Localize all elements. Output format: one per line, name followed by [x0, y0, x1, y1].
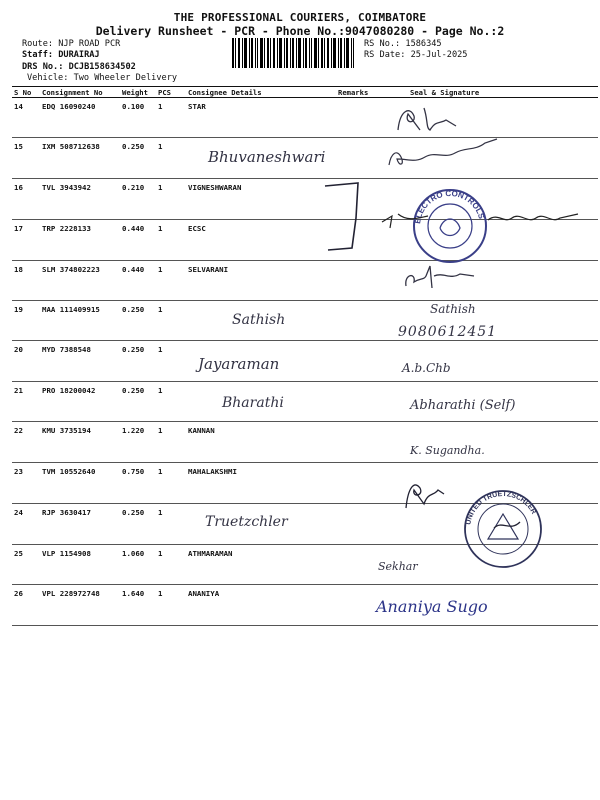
remarks-cell — [336, 301, 380, 341]
company-stamp-row-24 — [458, 484, 548, 574]
signature-row-23 — [400, 474, 450, 514]
route-field: Route: NJP ROAD PCR — [22, 39, 121, 49]
col-seal-signature: Seal & Signature — [380, 87, 598, 98]
table-row — [12, 341, 598, 382]
consignee-cell: KANNAN — [186, 422, 336, 463]
weight-cell: 1.640 — [120, 585, 156, 626]
weight-cell: 0.210 — [120, 179, 156, 220]
signature-row-18 — [400, 262, 480, 292]
table-row — [12, 422, 598, 463]
signature-row-26: Ananiya Sugo — [376, 597, 488, 616]
table-row — [12, 98, 598, 138]
runsheet-subtitle: Delivery Runsheet - PCR - Phone No.:9047080280 - Page No.:2 — [95, 24, 505, 38]
remarks-cell — [336, 463, 380, 504]
consignee-cell: VIGNESHWARAN — [186, 179, 336, 220]
pcs-cell: 1 — [156, 138, 186, 179]
sno-cell: 16 — [12, 179, 40, 220]
weight-cell: 0.440 — [120, 220, 156, 261]
col-weight: Weight — [120, 87, 156, 98]
remarks-cell — [336, 382, 380, 422]
pcs-cell: 1 — [156, 98, 186, 138]
sno-cell: 26 — [12, 585, 40, 626]
weight-cell: 0.250 — [120, 341, 156, 382]
pcs-cell: 1 — [156, 382, 186, 422]
consignment-no-cell: IXM 508712638 — [40, 138, 120, 179]
consignment-no-cell: PRO 18200042 — [40, 382, 120, 422]
table-header-row — [12, 87, 598, 98]
consignment-no-cell: MAA 111409915 — [40, 301, 120, 341]
handwritten-consignee-19: Sathish — [232, 312, 286, 328]
company-title: THE PROFESSIONAL COURIERS, COIMBATORE — [173, 11, 427, 24]
bracket-mark — [320, 178, 365, 258]
weight-cell: 0.750 — [120, 463, 156, 504]
pcs-cell: 1 — [156, 585, 186, 626]
weight-cell: 1.060 — [120, 545, 156, 585]
consignment-no-cell: RJP 3630417 — [40, 504, 120, 545]
consignee-cell: ANANIYA — [186, 585, 336, 626]
signature-row-21: Abharathi (Self) — [410, 398, 516, 413]
signature-row-19-phone: 9080612451 — [398, 324, 498, 340]
weight-cell: 1.220 — [120, 422, 156, 463]
col-consignment-no: Consignment No — [40, 87, 120, 98]
pcs-cell: 1 — [156, 545, 186, 585]
consignee-cell: ATHMARAMAN — [186, 545, 336, 585]
weight-cell: 0.250 — [120, 138, 156, 179]
drs-number: DRS No.: DCJB158634502 — [22, 62, 136, 72]
sno-cell: 20 — [12, 341, 40, 382]
barcode — [232, 38, 354, 68]
sno-cell: 25 — [12, 545, 40, 585]
remarks-cell — [336, 261, 380, 301]
remarks-cell — [336, 341, 380, 382]
signature-row-19-name: Sathish — [430, 302, 476, 316]
sno-cell: 24 — [12, 504, 40, 545]
handwritten-consignee-24: Truetzchler — [205, 514, 288, 530]
table-row — [12, 301, 598, 341]
signature-row-16-17 — [378, 206, 593, 236]
signature-row-20: A.b.Chb — [402, 361, 451, 375]
consignment-no-cell: TVM 10552640 — [40, 463, 120, 504]
stamp-text-17: ELECTRO CONTROLS — [413, 188, 487, 225]
sno-cell: 15 — [12, 138, 40, 179]
pcs-cell: 1 — [156, 463, 186, 504]
rs-date: RS Date: 25-Jul-2025 — [364, 50, 468, 60]
consignment-no-cell: EDQ 16090240 — [40, 98, 120, 138]
pcs-cell: 1 — [156, 341, 186, 382]
sno-cell: 17 — [12, 220, 40, 261]
sno-cell: 23 — [12, 463, 40, 504]
stamp-text-24: UNITED TRUETZSCHLER — [465, 490, 538, 526]
signature-row-22: K. Sugandha. — [410, 444, 485, 457]
consignee-cell: ECSC — [186, 220, 336, 261]
consignment-no-cell: TRP 2228133 — [40, 220, 120, 261]
remarks-cell — [336, 98, 380, 138]
remarks-cell — [336, 504, 380, 545]
col-pcs: PCS — [156, 87, 186, 98]
handwritten-consignee-20: Jayaraman — [198, 355, 280, 373]
sno-cell: 18 — [12, 261, 40, 301]
consignee-cell: STAR — [186, 98, 336, 138]
rs-number: RS No.: 1586345 — [364, 39, 442, 49]
table-row — [12, 261, 598, 301]
consignment-no-cell: SLM 374802223 — [40, 261, 120, 301]
signature-row-14 — [390, 100, 460, 140]
weight-cell: 0.250 — [120, 382, 156, 422]
weight-cell: 0.250 — [120, 504, 156, 545]
weight-cell: 0.100 — [120, 98, 156, 138]
consignment-no-cell: MYD 7388548 — [40, 341, 120, 382]
vehicle-field: Vehicle: Two Wheeler Delivery — [27, 73, 178, 83]
weight-cell: 0.250 — [120, 301, 156, 341]
pcs-cell: 1 — [156, 179, 186, 220]
staff-field: Staff: DURAIRAJ — [22, 50, 100, 60]
signature-row-15 — [385, 135, 505, 175]
table-row — [12, 585, 598, 626]
weight-cell: 0.440 — [120, 261, 156, 301]
consignment-no-cell: VPL 228972748 — [40, 585, 120, 626]
pcs-cell: 1 — [156, 504, 186, 545]
consignment-no-cell: VLP 1154908 — [40, 545, 120, 585]
col-remarks: Remarks — [336, 87, 380, 98]
pcs-cell: 1 — [156, 422, 186, 463]
pcs-cell: 1 — [156, 220, 186, 261]
consignee-cell: SELVARANI — [186, 261, 336, 301]
sno-cell: 22 — [12, 422, 40, 463]
col-consignee: Consignee Details — [186, 87, 336, 98]
consignment-no-cell: TVL 3943942 — [40, 179, 120, 220]
pcs-cell: 1 — [156, 261, 186, 301]
sno-cell: 14 — [12, 98, 40, 138]
handwritten-consignee-21: Bharathi — [222, 395, 284, 411]
remarks-cell — [336, 422, 380, 463]
remarks-cell — [336, 545, 380, 585]
remarks-cell — [336, 585, 380, 626]
sno-cell: 21 — [12, 382, 40, 422]
remarks-cell — [336, 138, 380, 179]
handwritten-consignee-15: Bhuvaneshwari — [208, 148, 326, 166]
pcs-cell: 1 — [156, 301, 186, 341]
col-sno: S No — [12, 87, 40, 98]
consignment-no-cell: KMU 3735194 — [40, 422, 120, 463]
signature-row-25: Sekhar — [378, 560, 418, 573]
sno-cell: 19 — [12, 301, 40, 341]
consignee-cell: MAHALAKSHMI — [186, 463, 336, 504]
